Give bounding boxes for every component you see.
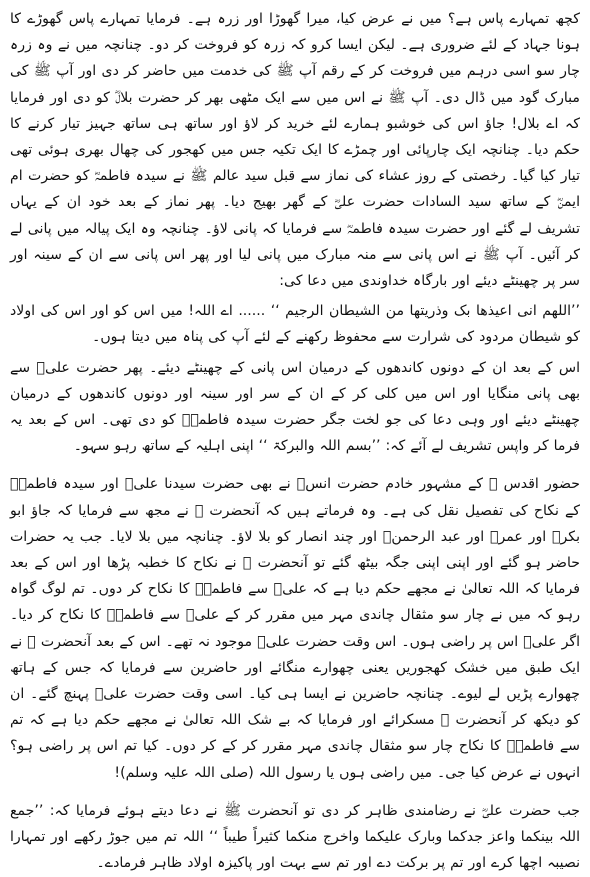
paragraph-final-dua: جب حضرت علیؓ نے رضامندی ظاہر کر دی تو آنحضرت ﷺ نے دعا دیتے ہوئے فرمایا کہ: ’’جمع اللہ بینکما واعز جدکما وبارک علیکما واخرج منکما کثیراً طیباً ‘‘ اللہ تم میں جوڑ رکھے اور تمہارا نصیبہ اچھا کرے اور تم پر برکت دے اور تم سے بہت اور پاکیزہ اولاد ظاہر فرمادے۔ [10, 802, 580, 872]
paragraph-dua-protection: ’’اللھم انی اعیذھا بک وذریتھا من الشیطان الرجیم ‘‘ ...... اے اللہ! میں اس کو اور اس کی اولاد کو شیطان مردود کی شرارت سے محفوظ رکھنے کے لئے آپ کی پناہ میں دیتا ہوں۔ [10, 303, 580, 346]
paragraph-nikah-anas: حضور اقدس ﷺ کے مشہور خادم حضرت انسؓ نے بھی حضرت سیدنا علیؓ اور سیدہ فاطمہؓ کے نکاح کی تفصیل نقل کی ہے۔ وہ فرماتے ہیں کہ آنحضرت ﷺ نے مجھ سے فرمایا کہ جاؤ ابو بکرؓ اور عمرؓ اور عبد الرحمنؓ اور چند انصار کو بلا لاؤ۔ چنانچہ میں بلا لایا۔ جب یہ حضرات حاضر ہو گئے اور اپنی اپنی جگہ بیٹھ گئے تو آنحضرت ﷺ نے نکاح کا خطبہ پڑھا اور اس کے بعد فرمایا کہ اللہ تعالیٰ نے مجھے حکم دیا ہے کہ علیؓ سے فاطمہؓ کا نکاح کر دوں۔ تم لوگ گواہ رہو کہ میں نے چار سو مثقال چاندی مہر میں مقرر کر کے علیؓ سے فاطمہؓ کا نکاح کر دیا۔ اگر علیؓ اس پر راضی ہوں۔ اس وقت حضرت علیؓ موجود نہ تھے۔ اس کے بعد آنحضرت ﷺ نے ایک طبق میں خشک کھجوریں یعنی چھوارے منگائے اور حاضرین سے فرمایا کہ جس کے ہاتھ چھوارے پڑیں لے لیوے۔ چنانچہ حاضرین نے ایسا ہی کیا۔ اسی وقت حضرت علیؓ پہنچ گئے۔ ان کو دیکھ کر آنحضرت ﷺ مسکرائے اور فرمایا کہ بے شک اللہ تعالیٰ نے مجھے حکم دیا ہے کہ تم سے فاطمہؓ کا نکاح چار سو مثقال چاندی مہر مقرر کر کے کر دوں۔ کیا تم اس پر راضی ہو؟ انہوں نے عرض کیا جی۔ میں راضی ہوں یا رسول اللہ (صلی اللہ علیہ وسلم)! [10, 476, 580, 781]
paragraph-water-blessing: اس کے بعد ان کے دونوں کاندھوں کے درمیان اس پانی کے چھینٹے دیئے۔ پھر حضرت علیؓ سے بھی پانی منگایا اور اس میں کلی کر کے ان کے سر اور سینہ اور دونوں کاندھوں کے درمیان چھینٹے دیئے اور وہی دعا کی جو لخت جگر حضرت سیدہ فاطمہؓ کو دی تھی۔ اس کے بعد یہ فرما کر واپس تشریف لے آئے کہ: ’’بسم اللہ والبرکۃ ‘‘ اپنی اہلیہ کے ساتھ رہو سہو۔ [10, 359, 580, 455]
paragraph-jahez-narrative: کچھ تمہارے پاس ہے؟ میں نے عرض کیا، میرا گھوڑا اور زرہ ہے۔ فرمایا تمہارے پاس گھوڑے کا ہونا جہاد کے لئے ضروری ہے۔ لیکن ایسا کرو کہ زرہ کو فروخت کر دو۔ چنانچہ میں نے وہ زرہ چار سو اسی درہم میں فروخت کر کے رقم آپ ﷺ کی خدمت میں حاضر کر دی اور آپ ﷺ کی مبارک گود میں ڈال دی۔ آپ ﷺ نے اس میں سے ایک مٹھی بھر کر حضرت بلالؓ کو دی اور فرمایا کہ اے بلال! جاؤ اس کی خوشبو ہمارے لئے خرید کر لاؤ اور ساتھ ہی ساتھ جہیز تیار کرنے کا حکم دیا۔ چنانچہ ایک چارپائی اور چمڑے کا ایک تکیہ جس میں کھجور کی چھال بھری ہوئی تھی تیار کیا گیا۔ رخصتی کے روز عشاء کی نماز سے قبل سید عالم ﷺ نے سیدہ فاطمہؓ کو حضرت ام ایمنؓ کے ساتھ سید السادات حضرت علیؓ کے گھر بھیج دیا۔ پھر نماز کے بعد خود ان کے یہاں تشریف لے گئے اور حضرت سیدہ فاطمہؓ سے فرمایا کہ پانی لاؤ۔ چنانچہ وہ ایک پیالہ میں پانی لے کر آئیں۔ آپ ﷺ نے اس پانی سے منہ مبارک میں پانی لیا اور پھر اس پانی سے ان کے سینہ اور سر پر چھینٹے دیئے اور بارگاہ خداوندی میں دعا کی: [10, 11, 580, 290]
